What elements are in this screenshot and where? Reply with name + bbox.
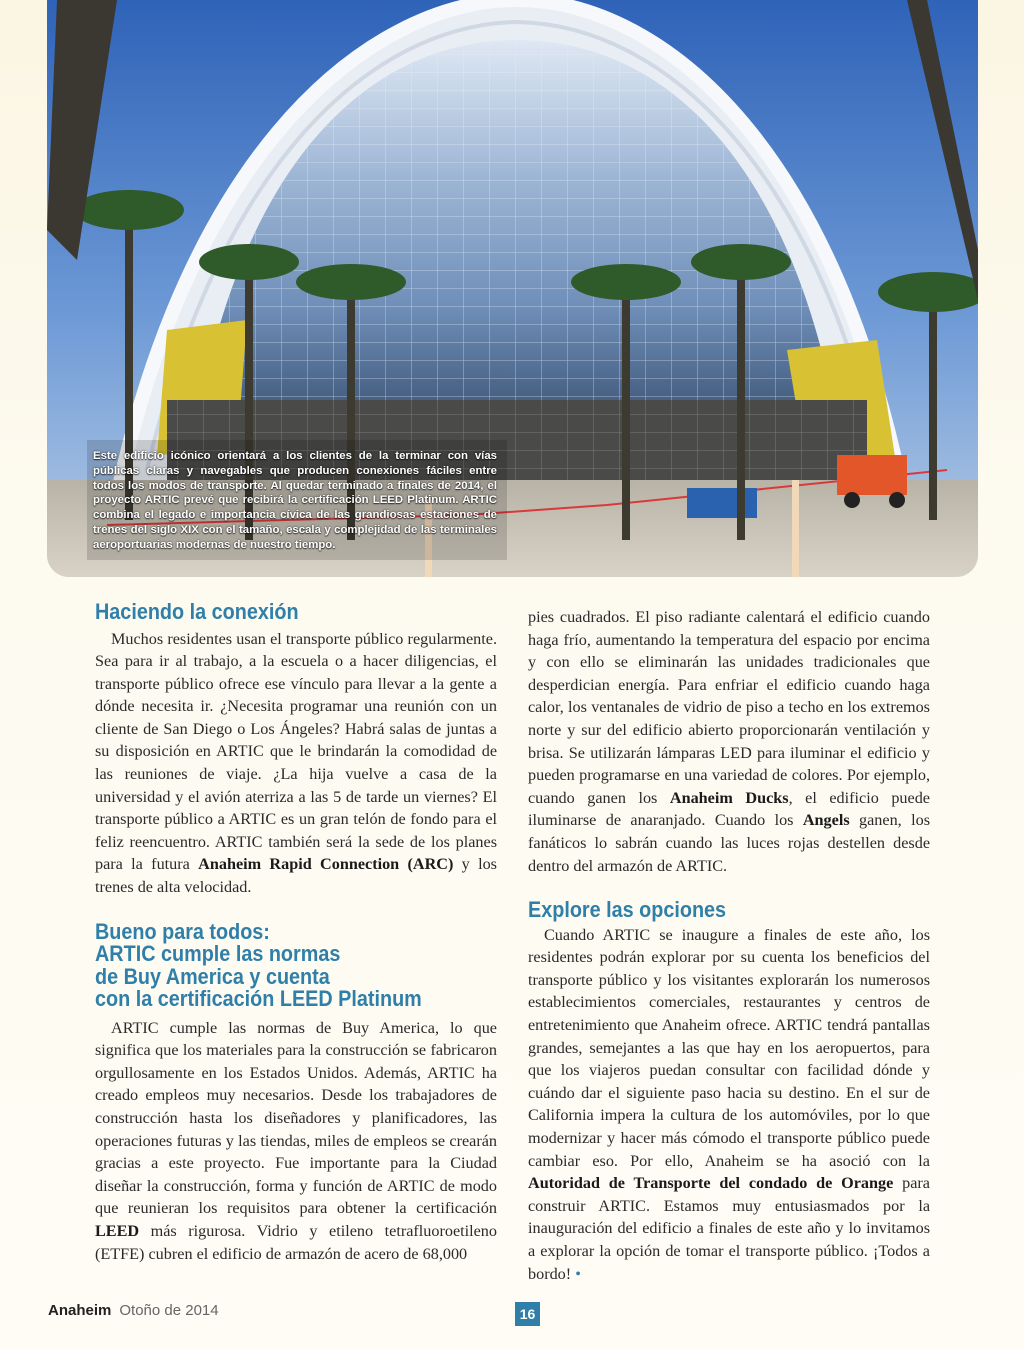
right-column [528,606,930,1285]
text: ganen, los fanáticos lo sabrán cuando las luces rojas destellen desde dentro del armazón de ARTIC. [528,811,931,875]
paragraph-conexion [95,628,497,899]
text: Cuando ARTIC se inaugure a finales de este año, los residentes podrán explorar por su cuenta los beneficios del transporte público y los visitantes explorarán los numerosos establecimientos comerciales, restaurantes y centros de entretenimiento que Anaheim ofrece. ARTIC tendrá pantallas grandes, semejantes a las que hay en los aeropuertos, para que los viajeros puedan consultar con facilidad dónde y cuándo dar el siguiente paso hacia su destino. En el sur de California impera la cultura de los automóviles, por lo que modernizar y hacer más cómodo el transporte público puede cambiar eso. Por ello, Anaheim se ha asoció con la [528,925,930,1170]
paragraph-continuation [528,606,930,877]
text: para construir ARTIC. Estamos muy entusiasmados por la inauguración del edificio a finales de este año y lo invitamos a explorar la opción de tomar el transporte público. ¡Todos a bordo! [528,1174,930,1283]
bold-arc: Anaheim Rapid Connection (ARC) [198,855,454,874]
heading-bueno-para-todos: Bueno para todos: ARTIC cumple las normas de Buy America y cuenta con la certificación LEED Platinum [95,918,422,1012]
text: pies cuadrados. El piso radiante calentará el edificio cuando haga frío, aumentando la temperatura del espacio por encima y con ello se eliminarán las unidades tradicionales que desperdician energía. Para enfriar el edificio cuando haga calor, los ventanales de vidrio de piso a techo en los extremos norte y sur del edificio abierto proporcionarán ventilación y brisa. Se utilizarán lámparas LED para iluminar el edificio y pueden programarse en una variedad de colores. Por ejemplo, cuando ganen los [528,608,930,807]
bold-autoridad: Autoridad de Transporte del condado de Orange [528,1174,894,1193]
bold-angels: Angels [802,811,850,830]
text: , el edificio puede iluminarse de anaranjado. Cuando los [528,788,930,830]
paragraph-explore [528,924,930,1286]
heading-haciendo-conexion: Haciendo la conexión [95,599,299,624]
left-column [95,598,497,1265]
text: más rigurosa. Vidrio y etileno tetrafluoroetileno (ETFE) cubren el edificio de armazón de acero de 68,000 [95,1221,497,1263]
text: Muchos residentes usan el transporte público regularmente. Sea para ir al trabajo, a la escuela o a hacer diligencias, el transporte público ofrece ese vínculo para llevar a la gente a dónde necesita ir. ¿Necesita programar una reunión con un cliente de San Diego o Los Ángeles? Habrá salas de juntas a su disposición en ARTIC que le brindarán la comodidad de las reuniones de viaje. ¿La hija vuelve a casa de la universidad y el avión aterriza a las 5 de tarde un viernes? El transporte público a ARTIC es un gran telón de fondo para el feliz reencuentro. ARTIC también será la sede de los planes para la futura [95,629,497,874]
photo-caption: Este edificio icónico orientará a los clientes de la terminar con vías públicas claras y navegables que producen conexiones fáciles entre todos los modos de transporte. Al quedar terminado a finales de 2014, el proyecto ARTIC prevé que recibirá la certificación LEED Platinum. ARTIC combina el legado e importancia cívica de las grandiosas estaciones de trenes del siglo XIX con el tamaño, escala y complejidad de las terminales aeroportuarias modernas de nuestro tiempo. [93,450,497,551]
end-mark: • [571,1264,581,1283]
text: ARTIC cumple las normas de Buy America, lo que significa que los materiales para la construcción se fabricaron orgullosamente en los Estados Unidos. Además, ARTIC ha creado empleos muy necesarios. Desde los trabajadores de construcción hasta los diseñadores y planificadores, las operaciones futuras y las tiendas, miles de empleos se crearán gracias a este proyecto. Fue importante para la Ciudad diseñar la construcción, forma y función de ARTIC de modo que reunieran los requisitos para obtener la certificación [95,1018,497,1218]
bold-ducks: Anaheim Ducks [669,788,789,807]
footer [48,1302,219,1319]
page-number: 16 [515,1302,540,1326]
text: y los trenes de alta velocidad. [95,855,497,897]
paragraph-bueno [95,1017,497,1266]
bold-leed: LEED [95,1221,140,1240]
footer-brand: Anaheim [48,1302,112,1319]
footer-issue: Otoño de 2014 [119,1302,219,1319]
heading-explore-opciones: Explore las opciones [528,897,727,923]
